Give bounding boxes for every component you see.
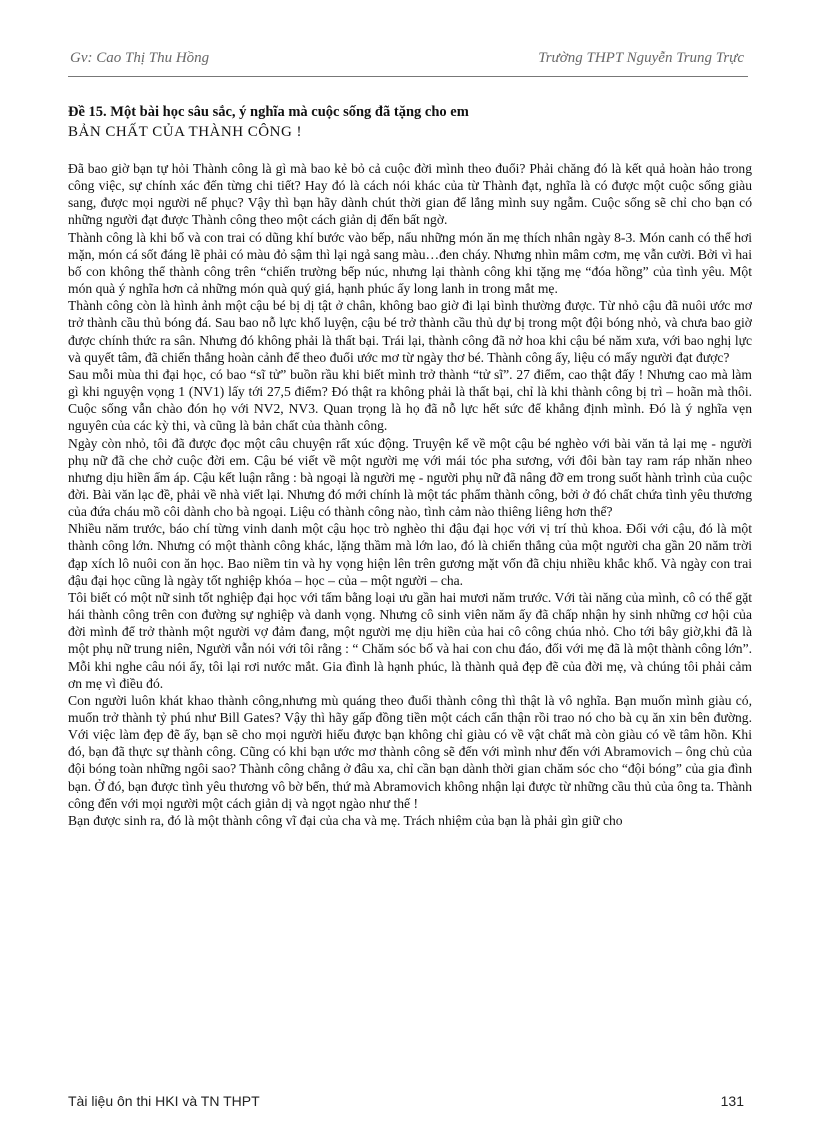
paragraph: Bạn được sinh ra, đó là một thành công vĩ đại của cha và mẹ. Trách nhiệm của bạn là phải gìn giữ cho (68, 812, 623, 828)
page-header (68, 50, 748, 77)
essay-body (68, 160, 752, 1085)
header-school: Trường THPT Nguyễn Trung Trực (538, 50, 744, 66)
paragraph: Thành công là khi bố và con trai có dũng khí bước vào bếp, nấu những món ăn mẹ thích nhân ngày 8-3. Món canh có thể hơi mặn, món cá sốt đáng lẽ phải có màu đỏ sậm thì lại ngả sang màu…đen cháy. Nhưng nhìn mâm cơm, mẹ vẫn cười. Bởi vì hai bố con không thể thành công trên “chiến trường bếp núc, nhưng lại thành công khi tặng mẹ “đóa hồng” của tình yêu. Một món quà ý nghĩa hơn cả những món quà quý giá, hạnh phúc ấy long lanh in trong mắt mẹ. (68, 229, 752, 297)
paragraph: Ngày còn nhỏ, tôi đã được đọc một câu chuyện rất xúc động. Truyện kể về một cậu bé nghèo với bài văn tả lại mẹ - người phụ nữ đã che chở cuộc đời em. Cậu bé viết về một người mẹ với mái tóc pha sương, với đôi bàn tay ram ráp nhăn nheo nhưng dịu hiền ấm áp. Cậu kết luận rằng : bà ngoại là người mẹ - người phụ nữ đã nâng đỡ em trong suốt hành trình của cuộc đời. Bài văn lạc đề, phải về nhà viết lại. Nhưng đó mới chính là một tác phẩm thành công, bởi ở đó chất chứa tình yêu thương của đứa cháu mồ côi dành cho bà ngoại. Liệu có thành công nào, tình cảm nào thiêng liêng hơn thế? (68, 435, 752, 520)
paragraph: Thành công còn là hình ảnh một cậu bé bị dị tật ở chân, không bao giờ đi lại bình thường được. Từ nhỏ cậu đã nuôi ước mơ trở thành cầu thủ bóng đá. Sau bao nỗ lực khổ luyện, cậu bé trở thành cầu thủ dự bị trong một đội bóng nhỏ, và chưa bao giờ được chính thức ra sân. Nhưng đó không phải là thất bại. Trái lại, thành công đã nở hoa khi cậu bé năm xưa, với bao nghị lực và quyết tâm, đã chiến thắng hoàn cảnh để theo đuổi ước mơ từ ngày thơ bé. Thành công ấy, liệu có mấy người đạt được? (68, 298, 752, 365)
header-author: Gv: Cao Thị Thu Hồng (70, 50, 210, 66)
essay-title: BẢN CHẤT CỦA THÀNH CÔNG ! (68, 124, 303, 140)
paragraph: Tôi biết có một nữ sinh tốt nghiệp đại học với tấm bằng loại ưu gần hai mươi năm trước. Với tài năng của mình, cô có thể gặt hái thành công trên con đường sự nghiệp và danh vọng. Nhưng cô sinh viên năm ấy đã chấp nhận hy sinh những cơ hội của đời mình để trở thành một người vợ đảm đang, một người mẹ dịu hiền của hai cô công chúa nhỏ. Cho tới bây giờ,khi đã là một phụ nữ trung niên, Người vẫn nói với tôi rằng : “ Chăm sóc bố và hai con chu đáo, đối với mẹ đã là một thành công lớn”. Mỗi khi nghe câu nói ấy, tôi lại rơi nước mắt. Gia đình là hạnh phúc, là thành quả đẹp đẽ của đời mẹ, và chúng tôi phải cảm ơn mẹ vì điều đó. (68, 589, 752, 691)
footer-doc-title: Tài liệu ôn thi HKI và TN THPT (68, 1093, 260, 1109)
essay-prompt-title: Đề 15. Một bài học sâu sắc, ý nghĩa mà cuộc sống đã tặng cho em (68, 104, 469, 120)
paragraph: Đã bao giờ bạn tự hỏi Thành công là gì mà bao kẻ bỏ cả cuộc đời mình theo đuổi? Phải chăng đó là kết quả hoàn hảo trong công việc, sự chính xác đến từng chi tiết? Hay đó là cách nói khác của từ Thành đạt, nghĩa là có được một cuộc sống giàu sang, được mọi người nể phục? Vậy thì bạn hãy dành chút thời gian để lắng mình suy ngẫm. Cuộc sống sẽ chỉ cho bạn có những người đạt được Thành công theo một cách giản dị đến bất ngờ. (68, 161, 752, 228)
page-number: 131 (720, 1093, 744, 1109)
paragraph: Nhiều năm trước, báo chí từng vinh danh một cậu học trò nghèo thi đậu đại học với vị trí thủ khoa. Đối với cậu, đó là một thành công lớn. Nhưng có một thành công khác, lặng thầm mà lớn lao, đó là chiến thắng của một người cha gần 20 năm trời đạp xích lô nuôi con ăn học. Bao niềm tin và hy vọng hiện lên trên gương mặt vốn đã chịu nhiều khắc khổ. Và ngày con trai đậu đại học cũng là ngày tốt nghiệp khóa – học – của – một người – cha. (68, 521, 752, 588)
paragraph: Con người luôn khát khao thành công,nhưng mù quáng theo đuổi thành công thì thật là vô nghĩa. Bạn muốn mình giàu có, muốn trở thành tỷ phú như Bill Gates? Vậy thì hãy gấp đồng tiền một cách cẩn thận rồi trao nó cho bà cụ ăn xin bên đường. Với việc làm đẹp đẽ ấy, bạn sẽ cho mọi người hiểu được bạn không chỉ giàu có về vật chất mà còn giàu có về tâm hồn. Khi đó, bạn đã thực sự thành công. Cũng có khi bạn ước mơ thành công sẽ đến với mình như đến với Abramovich – ông chủ của đội bóng toàn những ngôi sao? Thành công chẳng ở đâu xa, chỉ cần bạn dành thời gian chăm sóc cho “đội bóng” của gia đình bạn. Ở đó, bạn được tình yêu thương vô bờ bến, thứ mà Abramovich không nhận lại được từ những cầu thủ của ông ta. Thành công đến với mọi người một cách giản dị và ngọt ngào như thế ! (68, 692, 752, 811)
paragraph: Sau mỗi mùa thi đại học, có bao “sĩ tử” buồn rầu khi biết mình trở thành “tử sĩ”. 27 điểm, cao thật đấy ! Nhưng cao mà làm gì khi nguyện vọng 1 (NV1) lấy tới 27,5 điểm? Đó thật ra không phải là thất bại, chỉ là khi thành công bị trì – hoãn mà thôi. Cuộc sống vẫn chào đón họ với NV2, NV3. Quan trọng là họ đã nỗ lực hết sức để khẳng định mình. Đó là ý nghĩa vẹn nguyên của các kỳ thi, và cũng là bản chất của thành công. (68, 366, 752, 434)
